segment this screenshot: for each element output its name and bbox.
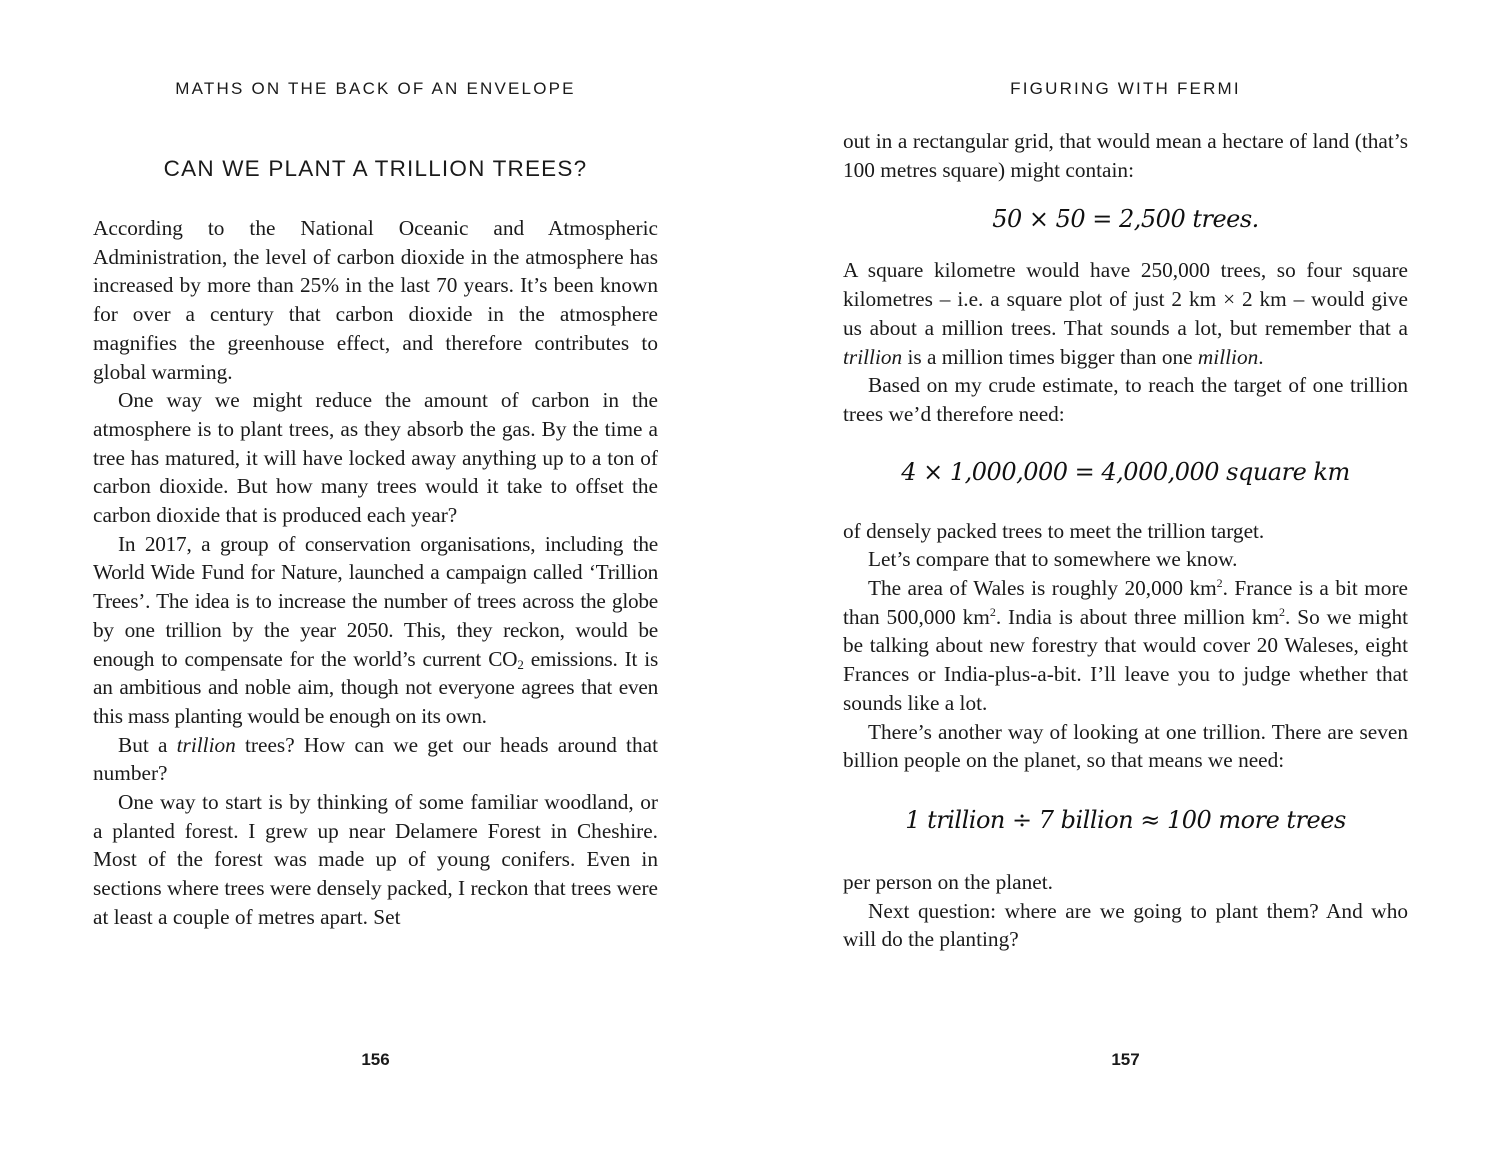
chapter-title: CAN WE PLANT A TRILLION TREES? [163,156,588,181]
paragraph-4-emphasis: trillion [176,732,236,757]
paragraph-estimate: Based on my crude estimate, to reach the target of one trillion trees we’d therefore need: [843,373,1408,426]
paragraph-3 [93,530,658,731]
square-km-text-b: is a million times bigger than one [902,344,1198,369]
km2-superscript-2: 2 [989,604,996,619]
paragraph-2: One way we might reduce the amount of carbon in the atmosphere is to plant trees, as they absorb the gas. By the time a tree has matured, it will have locked away anything up to a ton of carbon dioxide. But how many trees would it take to offset the carbon dioxide that is produced each year? [93,388,658,528]
paragraph-another-way: There’s another way of looking at one trillion. There are seven billion people on the planet, so that means we need: [843,719,1408,773]
running-head-right: FIGURING WITH FERMI [1010,79,1241,98]
paragraph-5: One way to start is by thinking of some familiar woodland, or a planted forest. I grew up near Delamere Forest in Cheshire. Most of the forest was made up of young conifers. Even in sections where trees were densely packed, I reckon that trees were at least a couple of metres apart. Set [93,790,658,929]
page-number-right: 157 [1111,1050,1140,1069]
paragraph-wales [843,574,1408,718]
formula-hectare: 50 × 50 = 2,500 trees. [992,205,1259,234]
wales-text-a: The area of Wales is roughly 20,000 km [868,576,1217,601]
paragraph-continued: out in a rectangular grid, that would mean a hectare of land (that’s 100 metres square) might contain: [843,129,1408,182]
page-number-left: 156 [361,1050,390,1069]
km2-superscript-1: 2 [1216,576,1223,591]
square-km-text-c: . [1258,344,1264,369]
paragraph-densely-packed: of densely packed trees to meet the trillion target. [843,518,1265,543]
right-page [843,0,1408,1151]
co2-subscript: 2 [517,656,524,672]
right-body-text [843,127,1408,954]
square-km-emphasis-million: million [1197,344,1259,369]
paragraph-1: According to the National Oceanic and Atmospheric Administration, the level of carbon dioxide in the atmosphere has increased by more than 25% in the last 70 years. It’s been known for over a century that carbon dioxide in the atmosphere magnifies the greenhouse effect, and therefore contributes to global warming. [93,216,658,384]
wales-text-c: . India is about three million km [995,604,1280,629]
left-page [93,0,658,1151]
paragraph-3-text-a: In 2017, a group of conservation organisations, including the World Wide Fund for Nature, launched a campaign called ‘Trillion Trees’. The idea is to increase the number of trees across the globe by one trillion by the year 2050. This, they reckon, would be enough to compensate for the world’s current CO [93,531,658,671]
paragraph-per-person: per person on the planet. [843,869,1053,894]
formula-area: 4 × 1,000,000 = 4,000,000 square km [901,457,1350,486]
wales-text-d: . So we might be talking about new forestry that would cover 20 Waleses, eight Frances or India-plus-a-bit. I’ll leave you to judge whether that sounds like a lot. [843,604,1409,715]
formula-per-person: 1 trillion ÷ 7 billion ≈ 100 more trees [905,805,1346,834]
paragraph-4-text-b: trees? How can we get our heads around that number? [93,732,658,786]
running-head-left: MATHS ON THE BACK OF AN ENVELOPE [175,79,576,98]
square-km-text-a: A square kilometre would have 250,000 trees, so four square kilometres – i.e. a square plot of just 2 km × 2 km – would give us about a million trees. That sounds a lot, but remember that a [843,258,1408,340]
square-km-emphasis-trillion: trillion [843,344,903,369]
paragraph-4-text-a: But a [118,732,177,757]
paragraph-3-text-b: emissions. It is an ambitious and noble aim, though not everyone agrees that even this mass planting would be enough on its own. [93,646,658,728]
paragraph-square-km [843,256,1408,371]
wales-text-b: . France is a bit more than 500,000 km [843,576,1408,629]
km2-superscript-3: 2 [1279,604,1286,619]
left-body-text [93,214,658,932]
paragraph-next-question: Next question: where are we going to plant them? And who will do the planting? [843,898,1408,952]
paragraph-4 [93,731,658,788]
paragraph-compare: Let’s compare that to somewhere we know. [868,547,1238,572]
